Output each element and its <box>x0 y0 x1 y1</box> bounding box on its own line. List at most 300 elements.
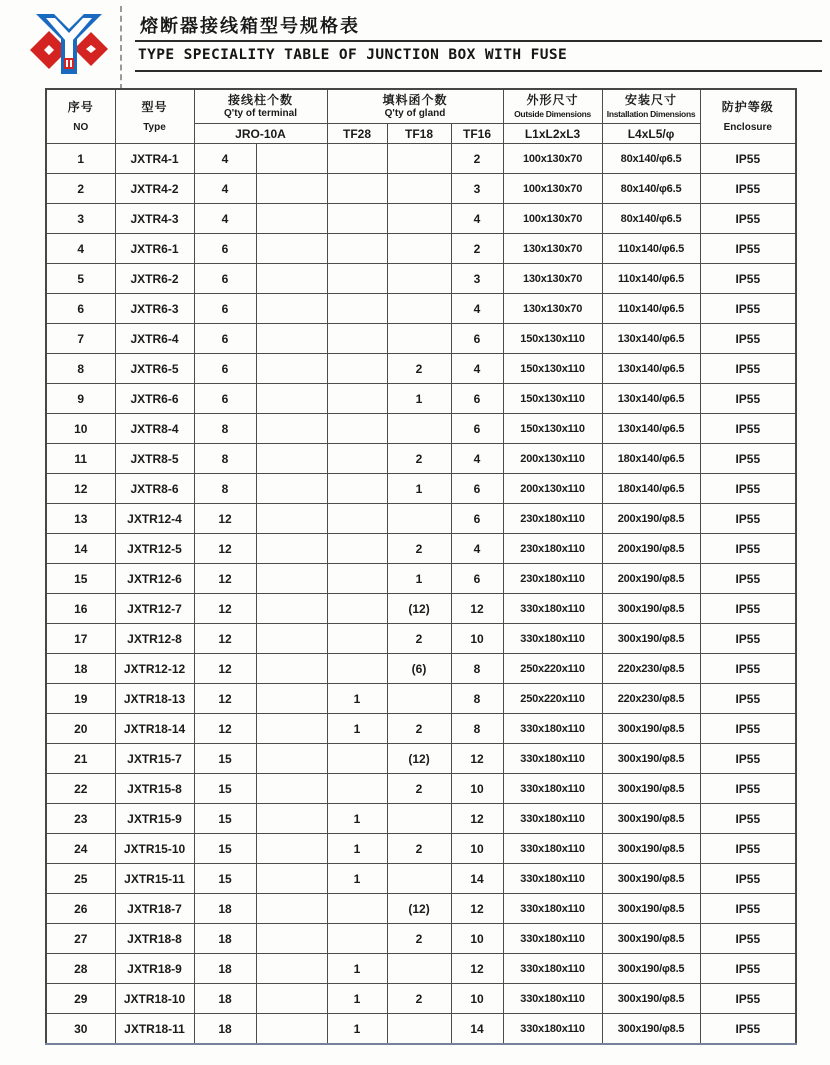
col-header-terminal-zh: 接线柱个数 <box>228 93 294 107</box>
cell-tf28-qty <box>327 534 387 564</box>
cell-tf16-qty: 14 <box>451 864 503 894</box>
title-rule-bottom <box>135 70 822 72</box>
cell-no: 8 <box>46 354 115 384</box>
table-row <box>46 714 796 744</box>
cell-tf18-qty <box>387 204 451 234</box>
cell-installation-dimensions: 300x190/φ8.5 <box>602 714 700 744</box>
cell-enclosure-rating: IP55 <box>700 234 796 264</box>
col-header-enclosure <box>700 89 796 144</box>
cell-type: JXTR18-13 <box>115 684 194 714</box>
cell-enclosure-rating: IP55 <box>700 594 796 624</box>
cell-outside-dimensions: 330x180x110 <box>503 894 602 924</box>
cell-installation-dimensions: 200x190/φ8.5 <box>602 564 700 594</box>
cell-installation-dimensions: 180x140/φ6.5 <box>602 474 700 504</box>
cell-outside-dimensions: 250x220x110 <box>503 654 602 684</box>
cell-terminal-blank <box>256 234 327 264</box>
cell-type: JXTR18-11 <box>115 1014 194 1045</box>
col-header-terminal <box>194 89 327 124</box>
cell-enclosure-rating: IP55 <box>700 534 796 564</box>
cell-terminal-qty: 15 <box>194 864 256 894</box>
table-row <box>46 684 796 714</box>
cell-terminal-qty: 18 <box>194 984 256 1014</box>
cell-tf16-qty: 4 <box>451 534 503 564</box>
cell-terminal-blank <box>256 984 327 1014</box>
table-row <box>46 654 796 684</box>
cell-tf18-qty: 2 <box>387 534 451 564</box>
cell-terminal-qty: 12 <box>194 654 256 684</box>
table-row <box>46 894 796 924</box>
cell-terminal-qty: 12 <box>194 594 256 624</box>
cell-type: JXTR8-5 <box>115 444 194 474</box>
cell-tf28-qty: 1 <box>327 954 387 984</box>
cell-terminal-qty: 6 <box>194 294 256 324</box>
cell-type: JXTR6-5 <box>115 354 194 384</box>
table-row <box>46 234 796 264</box>
cell-terminal-qty: 6 <box>194 234 256 264</box>
cell-no: 26 <box>46 894 115 924</box>
cell-tf28-qty: 1 <box>327 714 387 744</box>
cell-outside-dimensions: 130x130x70 <box>503 294 602 324</box>
cell-tf28-qty: 1 <box>327 864 387 894</box>
cell-enclosure-rating: IP55 <box>700 384 796 414</box>
cell-outside-dimensions: 100x130x70 <box>503 204 602 234</box>
cell-type: JXTR12-6 <box>115 564 194 594</box>
cell-no: 22 <box>46 774 115 804</box>
cell-terminal-qty: 6 <box>194 354 256 384</box>
col-header-type <box>115 89 194 144</box>
cell-enclosure-rating: IP55 <box>700 954 796 984</box>
cell-installation-dimensions: 110x140/φ6.5 <box>602 264 700 294</box>
cell-outside-dimensions: 100x130x70 <box>503 144 602 174</box>
cell-terminal-qty: 15 <box>194 774 256 804</box>
cell-terminal-blank <box>256 594 327 624</box>
cell-tf16-qty: 2 <box>451 144 503 174</box>
cell-terminal-qty: 12 <box>194 504 256 534</box>
cell-tf16-qty: 6 <box>451 564 503 594</box>
cell-terminal-blank <box>256 144 327 174</box>
cell-no: 21 <box>46 744 115 774</box>
cell-terminal-qty: 12 <box>194 624 256 654</box>
cell-type: JXTR6-6 <box>115 384 194 414</box>
cell-tf18-qty: (12) <box>387 894 451 924</box>
cell-terminal-qty: 12 <box>194 684 256 714</box>
cell-terminal-blank <box>256 414 327 444</box>
cell-terminal-qty: 8 <box>194 444 256 474</box>
cell-tf28-qty <box>327 144 387 174</box>
col-header-gland-zh: 填料函个数 <box>382 93 448 107</box>
cell-outside-dimensions: 330x180x110 <box>503 954 602 984</box>
cell-no: 1 <box>46 144 115 174</box>
cell-no: 2 <box>46 174 115 204</box>
table-row <box>46 504 796 534</box>
cell-tf28-qty <box>327 474 387 504</box>
table-row <box>46 324 796 354</box>
cell-installation-dimensions: 80x140/φ6.5 <box>602 144 700 174</box>
cell-outside-dimensions: 330x180x110 <box>503 864 602 894</box>
cell-enclosure-rating: IP55 <box>700 924 796 954</box>
cell-installation-dimensions: 200x190/φ8.5 <box>602 534 700 564</box>
cell-tf18-qty: 2 <box>387 774 451 804</box>
cell-tf18-qty: 2 <box>387 354 451 384</box>
cell-type: JXTR8-4 <box>115 414 194 444</box>
cell-tf16-qty: 10 <box>451 624 503 654</box>
col-header-no-zh: 序号 <box>67 99 94 114</box>
cell-outside-dimensions: 150x130x110 <box>503 324 602 354</box>
cell-enclosure-rating: IP55 <box>700 624 796 654</box>
cell-tf28-qty: 1 <box>327 1014 387 1045</box>
cell-type: JXTR12-4 <box>115 504 194 534</box>
cell-type: JXTR18-14 <box>115 714 194 744</box>
cell-enclosure-rating: IP55 <box>700 354 796 384</box>
cell-installation-dimensions: 300x190/φ8.5 <box>602 1014 700 1045</box>
cell-tf18-qty: 1 <box>387 474 451 504</box>
cell-terminal-blank <box>256 384 327 414</box>
cell-terminal-blank <box>256 564 327 594</box>
subheader-tf28: TF28 <box>327 124 387 144</box>
cell-installation-dimensions: 300x190/φ8.5 <box>602 984 700 1014</box>
cell-type: JXTR18-8 <box>115 924 194 954</box>
cell-installation-dimensions: 300x190/φ8.5 <box>602 774 700 804</box>
table-row <box>46 204 796 234</box>
cell-enclosure-rating: IP55 <box>700 564 796 594</box>
cell-terminal-qty: 6 <box>194 264 256 294</box>
cell-type: JXTR18-10 <box>115 984 194 1014</box>
cell-no: 14 <box>46 534 115 564</box>
cell-no: 24 <box>46 834 115 864</box>
table-row <box>46 864 796 894</box>
table-row <box>46 774 796 804</box>
cell-terminal-qty: 4 <box>194 204 256 234</box>
cell-enclosure-rating: IP55 <box>700 984 796 1014</box>
cell-outside-dimensions: 230x180x110 <box>503 504 602 534</box>
cell-tf18-qty <box>387 504 451 534</box>
table-row <box>46 174 796 204</box>
cell-tf18-qty <box>387 864 451 894</box>
cell-enclosure-rating: IP55 <box>700 174 796 204</box>
cell-installation-dimensions: 180x140/φ6.5 <box>602 444 700 474</box>
cell-type: JXTR15-7 <box>115 744 194 774</box>
table-row <box>46 354 796 384</box>
cell-terminal-qty: 4 <box>194 174 256 204</box>
cell-terminal-blank <box>256 1014 327 1045</box>
cell-outside-dimensions: 330x180x110 <box>503 1014 602 1045</box>
cell-enclosure-rating: IP55 <box>700 834 796 864</box>
cell-no: 19 <box>46 684 115 714</box>
cell-enclosure-rating: IP55 <box>700 504 796 534</box>
cell-tf16-qty: 10 <box>451 984 503 1014</box>
cell-outside-dimensions: 330x180x110 <box>503 774 602 804</box>
cell-type: JXTR18-9 <box>115 954 194 984</box>
cell-outside-dimensions: 230x180x110 <box>503 534 602 564</box>
cell-tf16-qty: 6 <box>451 474 503 504</box>
cell-installation-dimensions: 300x190/φ8.5 <box>602 804 700 834</box>
cell-terminal-qty: 15 <box>194 744 256 774</box>
cell-type: JXTR4-2 <box>115 174 194 204</box>
cell-tf18-qty <box>387 684 451 714</box>
col-header-type-zh: 型号 <box>141 99 168 114</box>
cell-tf28-qty <box>327 264 387 294</box>
cell-installation-dimensions: 110x140/φ6.5 <box>602 234 700 264</box>
col-header-outside <box>503 89 602 124</box>
cell-terminal-qty: 15 <box>194 804 256 834</box>
cell-installation-dimensions: 220x230/φ8.5 <box>602 684 700 714</box>
cell-installation-dimensions: 300x190/φ8.5 <box>602 744 700 774</box>
cell-tf16-qty: 4 <box>451 294 503 324</box>
cell-tf28-qty <box>327 924 387 954</box>
table-row <box>46 384 796 414</box>
col-header-install-zh: 安装尺寸 <box>625 93 678 107</box>
cell-installation-dimensions: 300x190/φ8.5 <box>602 894 700 924</box>
cell-outside-dimensions: 150x130x110 <box>503 354 602 384</box>
cell-outside-dimensions: 330x180x110 <box>503 924 602 954</box>
cell-no: 9 <box>46 384 115 414</box>
cell-terminal-blank <box>256 774 327 804</box>
cell-tf16-qty: 12 <box>451 954 503 984</box>
cell-tf16-qty: 4 <box>451 444 503 474</box>
cell-installation-dimensions: 80x140/φ6.5 <box>602 174 700 204</box>
cell-enclosure-rating: IP55 <box>700 894 796 924</box>
cell-no: 5 <box>46 264 115 294</box>
cell-installation-dimensions: 300x190/φ8.5 <box>602 834 700 864</box>
cell-installation-dimensions: 80x140/φ6.5 <box>602 204 700 234</box>
cell-enclosure-rating: IP55 <box>700 414 796 444</box>
cell-tf16-qty: 12 <box>451 894 503 924</box>
cell-terminal-qty: 6 <box>194 384 256 414</box>
cell-terminal-qty: 18 <box>194 924 256 954</box>
cell-no: 30 <box>46 1014 115 1045</box>
cell-tf28-qty <box>327 174 387 204</box>
cell-tf18-qty: 1 <box>387 564 451 594</box>
col-header-gland-en: Q'ty of gland <box>384 108 446 119</box>
cell-outside-dimensions: 150x130x110 <box>503 384 602 414</box>
table-row <box>46 264 796 294</box>
cell-tf18-qty: (12) <box>387 744 451 774</box>
col-header-outside-en: Outside Dimensions <box>514 109 591 119</box>
cell-tf18-qty: 2 <box>387 444 451 474</box>
cell-enclosure-rating: IP55 <box>700 714 796 744</box>
cell-tf16-qty: 12 <box>451 744 503 774</box>
col-header-no-en: NO <box>73 121 89 133</box>
table-row <box>46 144 796 174</box>
cell-enclosure-rating: IP55 <box>700 144 796 174</box>
cell-terminal-qty: 6 <box>194 324 256 354</box>
cell-tf16-qty: 14 <box>451 1014 503 1045</box>
cell-type: JXTR6-2 <box>115 264 194 294</box>
cell-no: 15 <box>46 564 115 594</box>
cell-tf28-qty <box>327 744 387 774</box>
cell-type: JXTR15-10 <box>115 834 194 864</box>
cell-outside-dimensions: 330x180x110 <box>503 624 602 654</box>
cell-tf16-qty: 8 <box>451 714 503 744</box>
cell-type: JXTR12-7 <box>115 594 194 624</box>
cell-installation-dimensions: 200x190/φ8.5 <box>602 504 700 534</box>
cell-tf28-qty <box>327 774 387 804</box>
cell-type: JXTR15-11 <box>115 864 194 894</box>
cell-tf16-qty: 10 <box>451 774 503 804</box>
cell-type: JXTR15-9 <box>115 804 194 834</box>
table-row <box>46 1014 796 1045</box>
cell-tf28-qty: 1 <box>327 684 387 714</box>
subheader-tf18: TF18 <box>387 124 451 144</box>
table-row <box>46 744 796 774</box>
cell-enclosure-rating: IP55 <box>700 444 796 474</box>
cell-tf16-qty: 4 <box>451 354 503 384</box>
cell-outside-dimensions: 330x180x110 <box>503 804 602 834</box>
table-row <box>46 984 796 1014</box>
subheader-tf16: TF16 <box>451 124 503 144</box>
page-title-zh: 熔断器接线箱型号规格表 <box>140 16 360 36</box>
cell-outside-dimensions: 330x180x110 <box>503 714 602 744</box>
cell-outside-dimensions: 100x130x70 <box>503 174 602 204</box>
cell-installation-dimensions: 130x140/φ6.5 <box>602 324 700 354</box>
subheader-l1l2l3: L1xL2xL3 <box>503 124 602 144</box>
cell-installation-dimensions: 130x140/φ6.5 <box>602 354 700 384</box>
cell-terminal-qty: 12 <box>194 714 256 744</box>
cell-terminal-blank <box>256 744 327 774</box>
cell-type: JXTR6-4 <box>115 324 194 354</box>
cell-no: 29 <box>46 984 115 1014</box>
table-row <box>46 834 796 864</box>
cell-enclosure-rating: IP55 <box>700 1014 796 1045</box>
table-row <box>46 624 796 654</box>
col-header-enclosure-en: Enclosure <box>723 121 772 133</box>
cell-tf28-qty <box>327 594 387 624</box>
cell-terminal-blank <box>256 534 327 564</box>
cell-terminal-blank <box>256 474 327 504</box>
cell-type: JXTR6-3 <box>115 294 194 324</box>
cell-type: JXTR15-8 <box>115 774 194 804</box>
spec-table <box>45 88 797 1045</box>
cell-tf28-qty: 1 <box>327 984 387 1014</box>
cell-installation-dimensions: 300x190/φ8.5 <box>602 624 700 654</box>
cell-terminal-qty: 12 <box>194 564 256 594</box>
cell-tf18-qty <box>387 294 451 324</box>
cell-tf18-qty: (6) <box>387 654 451 684</box>
cell-installation-dimensions: 300x190/φ8.5 <box>602 864 700 894</box>
cell-installation-dimensions: 300x190/φ8.5 <box>602 924 700 954</box>
table-row <box>46 954 796 984</box>
cell-tf16-qty: 6 <box>451 504 503 534</box>
cell-tf16-qty: 10 <box>451 924 503 954</box>
col-header-outside-zh: 外形尺寸 <box>526 93 579 107</box>
cell-outside-dimensions: 130x130x70 <box>503 264 602 294</box>
cell-terminal-blank <box>256 894 327 924</box>
title-rule-top <box>135 40 822 42</box>
cell-type: JXTR18-7 <box>115 894 194 924</box>
cell-no: 20 <box>46 714 115 744</box>
cell-enclosure-rating: IP55 <box>700 864 796 894</box>
cell-outside-dimensions: 330x180x110 <box>503 744 602 774</box>
cell-outside-dimensions: 250x220x110 <box>503 684 602 714</box>
cell-enclosure-rating: IP55 <box>700 294 796 324</box>
cell-tf18-qty <box>387 804 451 834</box>
cell-type: JXTR4-3 <box>115 204 194 234</box>
cell-terminal-blank <box>256 204 327 234</box>
cell-type: JXTR12-12 <box>115 654 194 684</box>
cell-tf18-qty: 2 <box>387 624 451 654</box>
cell-installation-dimensions: 300x190/φ8.5 <box>602 594 700 624</box>
table-row <box>46 534 796 564</box>
col-header-enclosure-zh: 防护等级 <box>721 99 774 114</box>
cell-terminal-blank <box>256 174 327 204</box>
cell-tf28-qty <box>327 204 387 234</box>
col-header-install-en: Installation Dimensions <box>606 109 696 119</box>
cell-tf28-qty <box>327 444 387 474</box>
cell-enclosure-rating: IP55 <box>700 324 796 354</box>
cell-tf18-qty <box>387 144 451 174</box>
table-row <box>46 564 796 594</box>
cell-no: 18 <box>46 654 115 684</box>
cell-enclosure-rating: IP55 <box>700 744 796 774</box>
cell-no: 17 <box>46 624 115 654</box>
cell-no: 13 <box>46 504 115 534</box>
cell-installation-dimensions: 300x190/φ8.5 <box>602 954 700 984</box>
cell-terminal-blank <box>256 354 327 384</box>
cell-terminal-qty: 15 <box>194 834 256 864</box>
cell-enclosure-rating: IP55 <box>700 774 796 804</box>
cell-no: 10 <box>46 414 115 444</box>
cell-type: JXTR4-1 <box>115 144 194 174</box>
cell-outside-dimensions: 150x130x110 <box>503 414 602 444</box>
cell-tf18-qty <box>387 324 451 354</box>
cell-no: 6 <box>46 294 115 324</box>
cell-tf28-qty <box>327 414 387 444</box>
cell-installation-dimensions: 130x140/φ6.5 <box>602 414 700 444</box>
header-divider <box>120 6 122 90</box>
cell-tf28-qty <box>327 504 387 534</box>
cell-type: JXTR12-8 <box>115 624 194 654</box>
cell-tf18-qty: (12) <box>387 594 451 624</box>
cell-tf16-qty: 12 <box>451 594 503 624</box>
cell-tf16-qty: 6 <box>451 384 503 414</box>
cell-tf28-qty: 1 <box>327 834 387 864</box>
cell-tf18-qty: 2 <box>387 924 451 954</box>
cell-no: 3 <box>46 204 115 234</box>
cell-tf16-qty: 6 <box>451 324 503 354</box>
cell-outside-dimensions: 200x130x110 <box>503 474 602 504</box>
subheader-jro-10a: JRO-10A <box>194 124 327 144</box>
cell-enclosure-rating: IP55 <box>700 204 796 234</box>
cell-tf28-qty <box>327 234 387 264</box>
cell-tf28-qty <box>327 324 387 354</box>
cell-terminal-qty: 8 <box>194 474 256 504</box>
cell-outside-dimensions: 200x130x110 <box>503 444 602 474</box>
company-logo-icon <box>28 8 110 84</box>
cell-tf18-qty <box>387 264 451 294</box>
cell-outside-dimensions: 330x180x110 <box>503 984 602 1014</box>
cell-terminal-qty: 4 <box>194 144 256 174</box>
cell-no: 27 <box>46 924 115 954</box>
cell-terminal-blank <box>256 954 327 984</box>
cell-tf18-qty <box>387 174 451 204</box>
cell-terminal-blank <box>256 444 327 474</box>
cell-type: JXTR12-5 <box>115 534 194 564</box>
cell-tf18-qty <box>387 954 451 984</box>
cell-tf16-qty: 3 <box>451 264 503 294</box>
cell-tf28-qty: 1 <box>327 804 387 834</box>
cell-tf16-qty: 10 <box>451 834 503 864</box>
table-row <box>46 474 796 504</box>
cell-terminal-qty: 18 <box>194 1014 256 1045</box>
cell-terminal-blank <box>256 714 327 744</box>
cell-type: JXTR6-1 <box>115 234 194 264</box>
col-header-install <box>602 89 700 124</box>
table-row <box>46 594 796 624</box>
cell-terminal-qty: 8 <box>194 414 256 444</box>
cell-no: 28 <box>46 954 115 984</box>
cell-type: JXTR8-6 <box>115 474 194 504</box>
cell-outside-dimensions: 230x180x110 <box>503 564 602 594</box>
